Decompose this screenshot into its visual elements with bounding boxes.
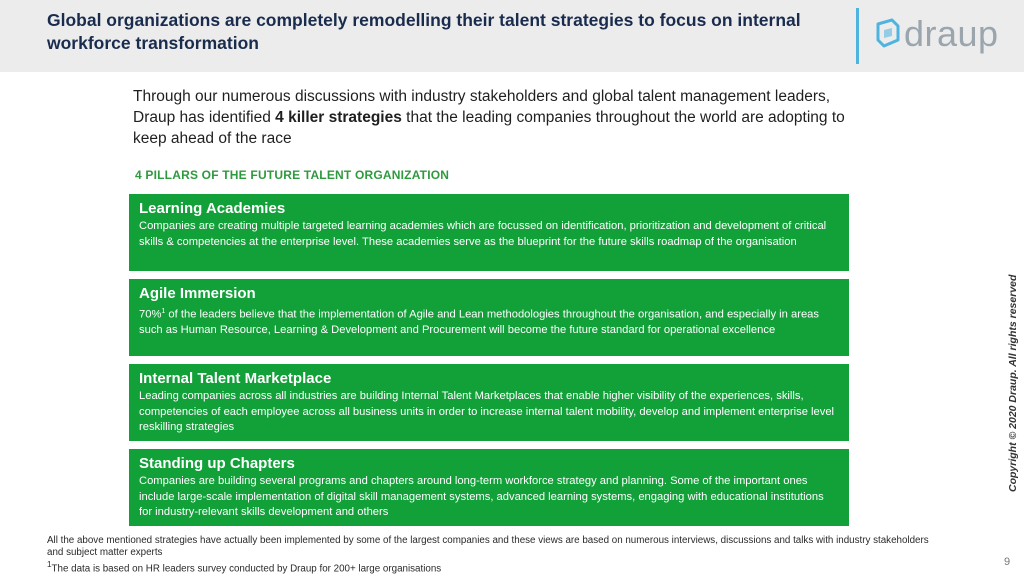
logo-text: draup bbox=[904, 13, 999, 54]
footnotes bbox=[47, 535, 947, 575]
pillar-card-standing-up-chapters bbox=[129, 449, 849, 526]
intro-text-end: that the leading companies throughout the world are adopting to keep ahead of the race bbox=[133, 109, 845, 147]
footnote-marker: 1 bbox=[47, 560, 52, 569]
pillar-title: Internal Talent Marketplace bbox=[139, 370, 332, 387]
draup-logo bbox=[874, 14, 999, 54]
pillar-description: Leading companies across all industries are building Internal Talent Marketplaces that enable higher visibility of the experiences, skills, competencies of each employee across all business units in order to increase internal talent mobility, develop and implement enterprise level reskilling strategies bbox=[139, 390, 835, 433]
draup-logo-icon bbox=[874, 18, 902, 50]
page-title: Global organizations are completely remodelling their talent strategies to focus on internal workforce transformation bbox=[47, 10, 801, 53]
footnote-marker: 1 bbox=[161, 308, 166, 315]
pillar-description: Companies are building several programs and chapters around long-term workforce strategy and planning. Some of the important ones include large-scale implementation of digital skill management systems, advanced learning systems, engaging with educational institutions for industry-relevant skills development and others bbox=[139, 475, 824, 518]
pillar-card-internal-talent-marketplace bbox=[129, 364, 849, 441]
logo-divider bbox=[856, 8, 859, 64]
footnote-source-text: The data is based on HR leaders survey conducted by Draup for 200+ large organisations bbox=[51, 563, 442, 575]
page-number: 9 bbox=[1004, 556, 1011, 568]
intro-text bbox=[133, 86, 853, 149]
pillar-description-text: of the leaders believe that the implementation of Agile and Lean methodologies throughout the organisation, and especially in areas such as Human Resource, Learning & Development and Procurement will become the future standard for operational excellence bbox=[139, 308, 819, 337]
intro-highlight: 4 killer strategies bbox=[275, 109, 402, 126]
footnote-source bbox=[47, 559, 947, 575]
copyright-notice: Copyright © 2020 Draup. All rights reserved bbox=[1007, 274, 1019, 492]
pillar-title: Standing up Chapters bbox=[139, 455, 295, 472]
pillar-description: Companies are creating multiple targeted learning academies which are focussed on identification, prioritization and development of critical skills & competencies at the enterprise level. These academies serve as the blueprint for the future skills roadmap of the organisation bbox=[139, 220, 827, 248]
pillar-card-agile-immersion bbox=[129, 279, 849, 356]
pillar-description bbox=[139, 304, 839, 339]
intro-text-start: Through our numerous discussions with industry stakeholders and global talent management leaders, Draup has identified bbox=[133, 88, 831, 126]
pillar-card-learning-academies bbox=[129, 194, 849, 271]
pillar-title: Learning Academies bbox=[139, 200, 286, 217]
footnote-note: All the above mentioned strategies have actually been implemented by some of the largest companies and these views are based on numerous interviews, discussions and talks with industry stakeholders and subject matter experts bbox=[47, 535, 929, 558]
pillar-title: Agile Immersion bbox=[139, 285, 256, 302]
pillars-heading: 4 PILLARS OF THE FUTURE TALENT ORGANIZATION bbox=[135, 168, 450, 182]
pillar-stat: 70% bbox=[139, 308, 162, 321]
